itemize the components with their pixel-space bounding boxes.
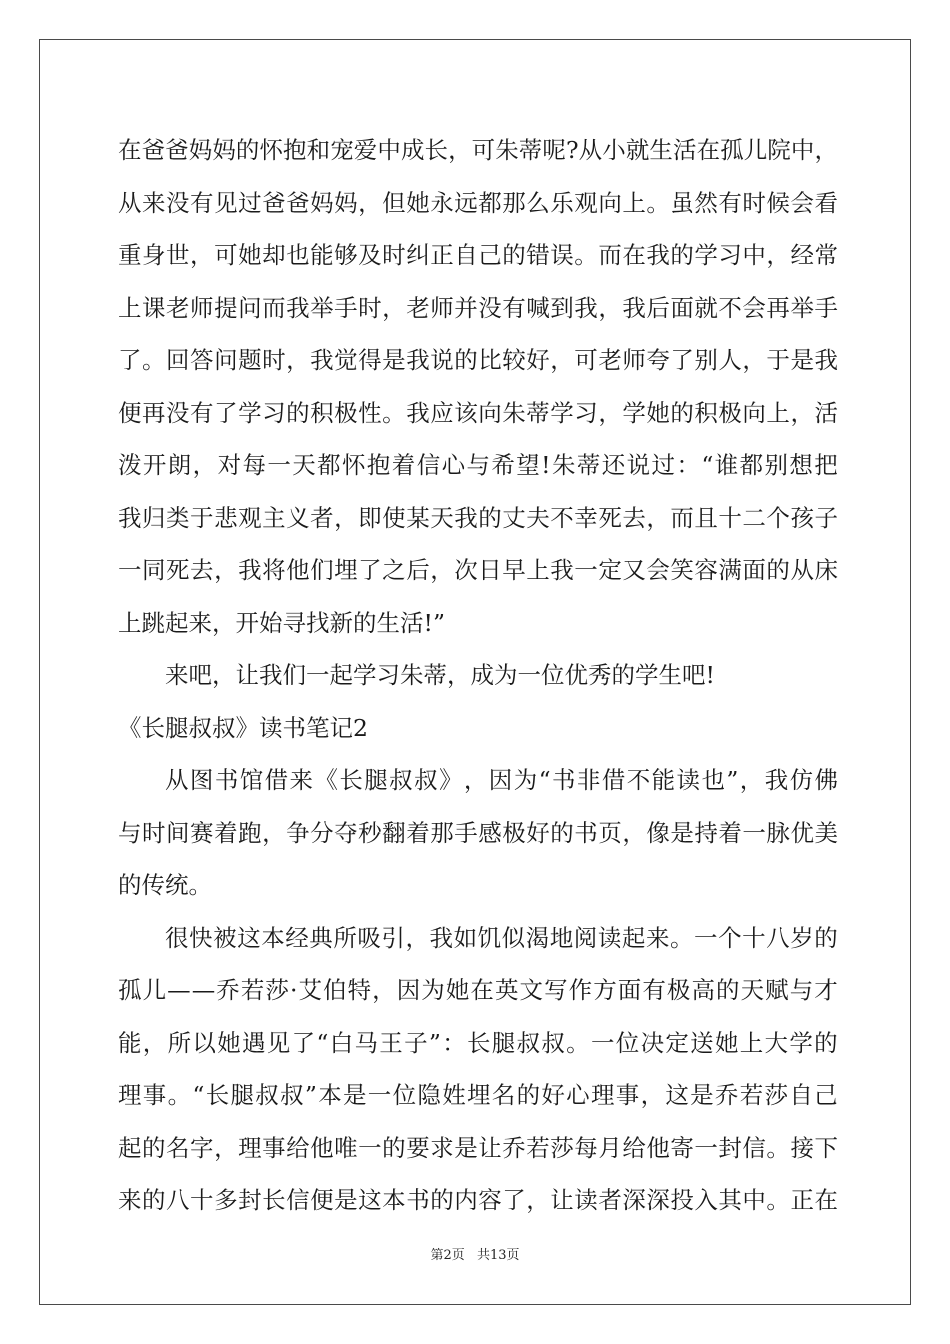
text-line: 的传统。 — [118, 871, 212, 899]
text-line: 便 再 没 有 了 学 习 的 积 极 性 。 我 应 该 向 朱 蒂 学 习 ， 学 她 的 积 极 向 上 ， 活 — [118, 398, 838, 427]
text-line: 重 身 世 ， 可 她 却 也 能 够 及 时 纠 正 自 己 的 错 误 。 而 在 我 的 学 习 中 ， 经 常 — [118, 241, 838, 269]
text-line: 来吧，让我们一起学习朱蒂，成为一位优秀的学生吧! — [165, 661, 715, 689]
document-body — [118, 124, 838, 1227]
text-line: 从 图 书 馆 借 来 《 长 腿 叔 叔 》 ， 因 为 “ 书 非 借 不 能 读 也 ” ， 我 仿 佛 — [165, 766, 838, 794]
text-line: 了 。 回 答 问 题 时 ， 我 觉 得 是 我 说 的 比 较 好 ， 可 老 师 夸 了 别 人 ， 于 是 我 — [118, 346, 838, 374]
text-line: 很 快 被 这 本 经 典 所 吸 引 ， 我 如 饥 似 渴 地 阅 读 起 来 。 一 个 十 八 岁 的 — [165, 923, 838, 952]
page-number: 第2页 — [430, 1248, 465, 1263]
text-line: 理 事 。 “ 长 腿 叔 叔 ” 本 是 一 位 隐 姓 埋 名 的 好 心 理 事 ， 这 是 乔 若 莎 自 己 — [118, 1081, 838, 1109]
text-line: 来 的 八 十 多 封 长 信 便 是 这 本 书 的 内 容 了 ， 让 读 者 深 深 投 入 其 中 。 正 在 — [118, 1186, 838, 1214]
text-line: 泼 开 朗 ， 对 每 一 天 都 怀 抱 着 信 心 与 希 望 ! 朱 蒂 还 说 过 ： “ 谁 都 别 想 把 — [118, 451, 838, 479]
text-line: 孤 儿 — — 乔 若 莎 · 艾 伯 特 ， 因 为 她 在 英 文 写 作 方 面 有 极 高 的 天 赋 与 才 — [118, 976, 838, 1004]
text-line: 与 时 间 赛 着 跑 ， 争 分 夺 秒 翻 着 那 手 感 极 好 的 书 页 ， 像 是 持 着 一 脉 优 美 — [118, 818, 838, 847]
text-line: 能 ， 所 以 她 遇 见 了 “ 白 马 王 子 ” ： 长 腿 叔 叔 。 一 位 决 定 送 她 上 大 学 的 — [118, 1028, 838, 1057]
text-line: 在 爸 爸 妈 妈 的 怀 抱 和 宠 爱 中 成 长 ， 可 朱 蒂 呢 ? 从 小 就 生 活 在 孤 儿 院 中 ， — [118, 136, 838, 164]
text-line: 一 同 死 去 ， 我 将 他 们 埋 了 之 后 ， 次 日 早 上 我 一 定 又 会 笑 容 满 面 的 从 床 — [118, 556, 838, 584]
page-footer — [0, 1244, 950, 1263]
text-line: 《长腿叔叔》读书笔记2 — [118, 713, 368, 742]
text-line: 上跳起来，开始寻找新的生活!” — [118, 608, 445, 637]
text-line: 上 课 老 师 提 问 而 我 举 手 时 ， 老 师 并 没 有 喊 到 我 ， 我 后 面 就 不 会 再 举 手 — [118, 293, 838, 322]
text-line: 从 来 没 有 见 过 爸 爸 妈 妈 ， 但 她 永 远 都 那 么 乐 观 向 上 。 虽 然 有 时 候 会 看 — [118, 188, 838, 217]
text-line: 我 归 类 于 悲 观 主 义 者 ， 即 使 某 天 我 的 丈 夫 不 幸 死 去 ， 而 且 十 二 个 孩 子 — [118, 503, 838, 532]
text-line: 起 的 名 字 ， 理 事 给 他 唯 一 的 要 求 是 让 乔 若 莎 每 月 给 他 寄 一 封 信 。 接 下 — [118, 1133, 838, 1162]
page-total: 共13页 — [476, 1248, 520, 1263]
